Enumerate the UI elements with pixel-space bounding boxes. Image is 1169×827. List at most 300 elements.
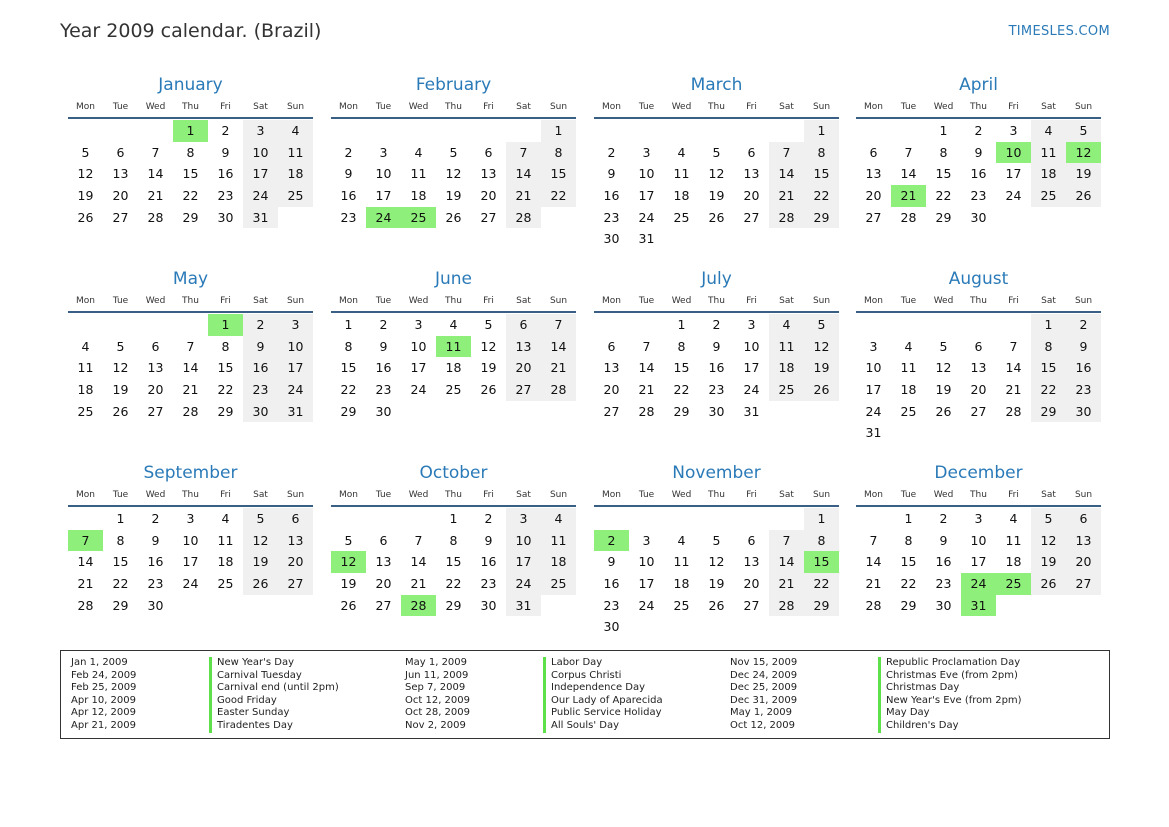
weekday-label: Tue <box>112 296 129 306</box>
day-cell: 23 <box>243 379 278 401</box>
weekday-label: Sun <box>812 296 831 306</box>
day-cell: 18 <box>673 188 690 204</box>
day-cell: 12 <box>708 554 725 570</box>
day-cell: 9 <box>484 532 493 548</box>
day-cell: 9 <box>379 338 388 354</box>
day-cell: 12 <box>480 338 497 354</box>
holiday-day-cell: 2 <box>594 530 629 552</box>
day-cell: 17 <box>278 357 313 379</box>
empty-cell <box>471 120 506 142</box>
holiday-names-column <box>878 657 1022 733</box>
day-cell: 20 <box>147 382 164 398</box>
day-cell: 23 <box>340 209 357 225</box>
day-cell: 12 <box>445 166 462 182</box>
holiday-name: New Year's Eve (from 2pm) <box>878 695 1022 708</box>
day-cell: 4 <box>677 532 686 548</box>
day-cell: 25 <box>673 209 690 225</box>
day-cell: 27 <box>865 209 882 225</box>
day-cell: 29 <box>804 207 839 229</box>
month-october <box>331 461 576 616</box>
day-cell: 15 <box>182 166 199 182</box>
holiday-name: Children's Day <box>878 720 1022 733</box>
day-cell: 19 <box>708 576 725 592</box>
day-cell: 8 <box>344 338 353 354</box>
day-cell: 28 <box>1005 403 1022 419</box>
day-cell: 3 <box>379 144 388 160</box>
day-cell: 3 <box>1009 123 1018 138</box>
day-cell: 31 <box>638 231 655 247</box>
day-cell: 17 <box>182 554 199 570</box>
holiday-date: Dec 24, 2009 <box>730 669 798 681</box>
day-cell: 2 <box>344 144 353 160</box>
day-cell: 26 <box>708 209 725 225</box>
empty-cell <box>401 508 436 530</box>
weekday-label: Fri <box>483 296 494 306</box>
weekday-label: Wed <box>145 296 166 306</box>
day-cell: 1 <box>449 511 458 526</box>
day-cell: 1 <box>677 317 686 332</box>
holiday-name: May Day <box>878 707 1022 720</box>
holiday-names-column <box>543 657 663 733</box>
holiday-day-cell: 15 <box>804 551 839 573</box>
day-cell: 31 <box>865 425 882 441</box>
day-cell: 22 <box>900 576 917 592</box>
day-cell: 2 <box>379 317 388 332</box>
month-name: December <box>934 463 1023 483</box>
empty-cell <box>68 120 103 142</box>
day-cell: 25 <box>278 185 313 207</box>
day-cell: 28 <box>506 207 541 229</box>
day-cell: 4 <box>221 511 230 526</box>
weekday-label: Sun <box>286 490 305 500</box>
empty-cell <box>68 314 103 336</box>
day-cell: 2 <box>151 511 160 526</box>
day-cell: 31 <box>278 401 313 423</box>
weekday-label: Sun <box>1074 296 1093 306</box>
day-cell: 27 <box>1066 573 1101 595</box>
month-july <box>594 267 839 422</box>
day-cell: 16 <box>708 360 725 376</box>
day-cell: 19 <box>340 576 357 592</box>
day-cell: 8 <box>221 338 230 354</box>
day-cell: 7 <box>642 338 651 354</box>
day-cell: 11 <box>769 336 804 358</box>
day-cell: 18 <box>278 163 313 185</box>
weekday-label: Tue <box>375 490 392 500</box>
holiday-day-cell: 24 <box>961 573 996 595</box>
day-cell: 30 <box>243 401 278 423</box>
day-cell: 13 <box>480 166 497 182</box>
day-cell: 4 <box>541 508 576 530</box>
weekday-header <box>331 485 576 507</box>
weekday-header <box>856 485 1101 507</box>
weekday-label: Thu <box>182 102 199 112</box>
weekday-label: Fri <box>746 296 757 306</box>
day-cell: 21 <box>182 382 199 398</box>
empty-cell <box>594 314 629 336</box>
day-cell: 22 <box>673 382 690 398</box>
weekday-label: Mon <box>864 102 883 112</box>
month-january <box>68 73 313 228</box>
month-name: March <box>690 75 743 95</box>
day-cell: 14 <box>1005 360 1022 376</box>
empty-cell <box>594 508 629 530</box>
day-cell: 5 <box>344 532 353 548</box>
month-name: January <box>158 75 223 95</box>
day-cell: 23 <box>935 576 952 592</box>
weekday-label: Thu <box>708 490 725 500</box>
day-grid <box>331 507 576 616</box>
day-cell: 19 <box>1031 551 1066 573</box>
weekday-header <box>856 291 1101 313</box>
day-cell: 3 <box>243 120 278 142</box>
month-november <box>594 461 839 638</box>
day-cell: 14 <box>410 554 427 570</box>
day-cell: 21 <box>410 576 427 592</box>
day-cell: 18 <box>77 382 94 398</box>
weekday-label: Tue <box>375 296 392 306</box>
weekday-label: Mon <box>602 102 621 112</box>
empty-cell <box>506 120 541 142</box>
day-cell: 18 <box>1005 554 1022 570</box>
weekday-label: Mon <box>339 102 358 112</box>
holiday-dates-column <box>730 657 797 733</box>
day-cell: 10 <box>743 338 760 354</box>
day-cell: 29 <box>1031 401 1066 423</box>
day-cell: 22 <box>804 185 839 207</box>
day-grid <box>331 313 576 422</box>
day-cell: 8 <box>804 530 839 552</box>
day-cell: 25 <box>77 403 94 419</box>
day-cell: 23 <box>603 597 620 613</box>
day-cell: 23 <box>375 382 392 398</box>
weekday-label: Thu <box>445 102 462 112</box>
weekday-label: Thu <box>445 490 462 500</box>
day-cell: 5 <box>804 314 839 336</box>
empty-cell <box>629 120 664 142</box>
day-cell: 19 <box>243 551 278 573</box>
weekday-label: Tue <box>375 102 392 112</box>
weekday-label: Sat <box>253 490 268 500</box>
empty-cell <box>173 314 208 336</box>
day-cell: 31 <box>243 207 278 229</box>
day-grid <box>331 119 576 228</box>
weekday-label: Fri <box>1008 102 1019 112</box>
month-august <box>856 267 1101 444</box>
day-cell: 22 <box>804 573 839 595</box>
month-may <box>68 267 313 422</box>
weekday-label: Sat <box>1041 102 1056 112</box>
day-cell: 17 <box>638 576 655 592</box>
day-cell: 28 <box>147 209 164 225</box>
empty-cell <box>331 120 366 142</box>
day-cell: 2 <box>1066 314 1101 336</box>
weekday-label: Fri <box>1008 296 1019 306</box>
weekday-label: Sat <box>1041 490 1056 500</box>
day-cell: 17 <box>970 554 987 570</box>
holiday-day-cell: 28 <box>401 595 436 617</box>
day-cell: 28 <box>769 595 804 617</box>
day-cell: 8 <box>186 144 195 160</box>
day-cell: 23 <box>480 576 497 592</box>
weekday-label: Sat <box>253 296 268 306</box>
day-cell: 6 <box>747 144 756 160</box>
day-cell: 10 <box>410 338 427 354</box>
day-cell: 19 <box>1066 163 1101 185</box>
weekday-label: Thu <box>182 296 199 306</box>
day-cell: 20 <box>743 188 760 204</box>
empty-cell <box>594 120 629 142</box>
holiday-name: Corpus Christi <box>543 670 663 683</box>
weekday-label: Tue <box>638 102 655 112</box>
empty-cell <box>68 508 103 530</box>
day-cell: 20 <box>375 576 392 592</box>
holiday-name: Christmas Eve (from 2pm) <box>878 670 1022 683</box>
weekday-label: Mon <box>602 296 621 306</box>
empty-cell <box>856 508 891 530</box>
day-cell: 26 <box>1066 185 1101 207</box>
day-cell: 15 <box>900 554 917 570</box>
day-cell: 3 <box>747 317 756 332</box>
day-cell: 17 <box>410 360 427 376</box>
day-cell: 5 <box>1031 508 1066 530</box>
day-cell: 27 <box>112 209 129 225</box>
day-cell: 7 <box>186 338 195 354</box>
day-cell: 16 <box>243 357 278 379</box>
day-cell: 2 <box>939 511 948 526</box>
weekday-label: Tue <box>638 296 655 306</box>
day-cell: 10 <box>278 336 313 358</box>
day-cell: 2 <box>243 314 278 336</box>
month-name: June <box>434 269 473 289</box>
day-cell: 3 <box>414 317 423 332</box>
day-cell: 14 <box>541 336 576 358</box>
empty-cell <box>769 508 804 530</box>
day-cell: 18 <box>900 382 917 398</box>
day-cell: 10 <box>506 530 541 552</box>
weekday-label: Thu <box>445 296 462 306</box>
weekday-label: Sun <box>1074 490 1093 500</box>
day-cell: 29 <box>900 597 917 613</box>
weekday-label: Thu <box>970 102 987 112</box>
day-cell: 24 <box>638 209 655 225</box>
weekday-label: Wed <box>145 102 166 112</box>
day-cell: 5 <box>243 508 278 530</box>
day-cell: 11 <box>217 532 234 548</box>
day-cell: 20 <box>112 188 129 204</box>
holiday-name: Republic Proclamation Day <box>878 657 1022 670</box>
weekday-label: Sat <box>779 490 794 500</box>
holiday-date: Oct 28, 2009 <box>405 707 470 719</box>
day-cell: 11 <box>77 360 94 376</box>
day-cell: 12 <box>708 166 725 182</box>
month-name: September <box>143 463 238 483</box>
day-grid <box>856 119 1101 228</box>
empty-cell <box>103 120 138 142</box>
day-cell: 1 <box>344 317 353 332</box>
day-cell: 3 <box>642 532 651 548</box>
weekday-label: Sat <box>779 102 794 112</box>
day-cell: 28 <box>541 379 576 401</box>
holiday-date: Apr 10, 2009 <box>71 694 137 706</box>
empty-cell <box>856 120 891 142</box>
weekday-label: Wed <box>671 296 692 306</box>
empty-cell <box>366 508 401 530</box>
holiday-name: Carnival end (until 2pm) <box>209 682 339 695</box>
day-cell: 25 <box>217 576 234 592</box>
day-cell: 3 <box>974 511 983 526</box>
holiday-name: Easter Sunday <box>209 707 339 720</box>
day-cell: 1 <box>939 123 948 138</box>
day-cell: 29 <box>935 209 952 225</box>
day-cell: 16 <box>603 576 620 592</box>
day-cell: 4 <box>1031 120 1066 142</box>
day-cell: 30 <box>708 403 725 419</box>
month-name: April <box>959 75 998 95</box>
day-cell: 13 <box>278 530 313 552</box>
day-cell: 22 <box>541 185 576 207</box>
day-cell: 13 <box>506 336 541 358</box>
holiday-name: Public Service Holiday <box>543 707 663 720</box>
day-cell: 6 <box>506 314 541 336</box>
day-cell: 2 <box>607 144 616 160</box>
day-cell: 8 <box>541 142 576 164</box>
holiday-names-column <box>209 657 339 733</box>
day-cell: 18 <box>410 188 427 204</box>
weekday-label: Wed <box>933 490 954 500</box>
day-cell: 9 <box>607 166 616 182</box>
weekday-label: Sun <box>812 490 831 500</box>
day-cell: 5 <box>484 317 493 332</box>
day-cell: 2 <box>712 317 721 332</box>
day-cell: 22 <box>182 188 199 204</box>
empty-cell <box>664 120 699 142</box>
day-cell: 19 <box>935 382 952 398</box>
day-cell: 29 <box>217 403 234 419</box>
day-cell: 1 <box>116 511 125 526</box>
day-cell: 3 <box>186 511 195 526</box>
day-cell: 6 <box>278 508 313 530</box>
month-name: July <box>701 269 732 289</box>
day-cell: 4 <box>81 338 90 354</box>
day-cell: 18 <box>541 551 576 573</box>
weekday-label: Tue <box>112 102 129 112</box>
day-cell: 1 <box>804 120 839 142</box>
day-cell: 10 <box>375 166 392 182</box>
holiday-day-cell: 25 <box>401 207 436 229</box>
day-cell: 27 <box>970 403 987 419</box>
day-cell: 10 <box>865 360 882 376</box>
day-cell: 13 <box>743 554 760 570</box>
day-cell: 19 <box>445 188 462 204</box>
day-cell: 15 <box>935 166 952 182</box>
weekday-label: Sun <box>549 296 568 306</box>
day-cell: 6 <box>1066 508 1101 530</box>
day-cell: 20 <box>865 188 882 204</box>
holiday-date: May 1, 2009 <box>730 707 793 719</box>
day-cell: 24 <box>865 403 882 419</box>
day-cell: 15 <box>1031 357 1066 379</box>
weekday-label: Sat <box>779 296 794 306</box>
day-cell: 27 <box>375 597 392 613</box>
empty-cell <box>664 508 699 530</box>
day-cell: 11 <box>1005 532 1022 548</box>
day-cell: 19 <box>112 382 129 398</box>
day-cell: 21 <box>769 573 804 595</box>
holiday-day-cell: 7 <box>68 530 103 552</box>
day-cell: 27 <box>147 403 164 419</box>
day-cell: 27 <box>278 573 313 595</box>
day-grid <box>68 313 313 422</box>
weekday-label: Tue <box>638 490 655 500</box>
day-cell: 2 <box>484 511 493 526</box>
holiday-name: New Year's Day <box>209 657 339 670</box>
day-cell: 8 <box>939 144 948 160</box>
day-cell: 24 <box>410 382 427 398</box>
weekday-label: Thu <box>708 296 725 306</box>
page-title: Year 2009 calendar. (Brazil) <box>60 20 322 42</box>
day-cell: 4 <box>769 314 804 336</box>
day-cell: 25 <box>673 597 690 613</box>
day-grid <box>594 119 839 250</box>
day-cell: 8 <box>449 532 458 548</box>
day-cell: 18 <box>673 576 690 592</box>
day-cell: 11 <box>1031 142 1066 164</box>
holiday-date: May 1, 2009 <box>405 657 468 668</box>
day-cell: 25 <box>445 382 462 398</box>
day-grid <box>856 313 1101 444</box>
day-cell: 24 <box>743 382 760 398</box>
day-cell: 10 <box>638 166 655 182</box>
day-cell: 28 <box>77 597 94 613</box>
day-cell: 11 <box>673 166 690 182</box>
day-cell: 30 <box>1066 401 1101 423</box>
day-cell: 6 <box>151 338 160 354</box>
site-link[interactable]: TIMESLES.COM <box>1008 24 1110 39</box>
weekday-label: Tue <box>112 490 129 500</box>
day-cell: 22 <box>340 382 357 398</box>
weekday-label: Sun <box>549 490 568 500</box>
day-cell: 30 <box>217 209 234 225</box>
weekday-label: Wed <box>408 296 429 306</box>
holiday-day-cell: 1 <box>208 314 243 336</box>
day-cell: 7 <box>869 532 878 548</box>
day-cell: 25 <box>541 573 576 595</box>
day-cell: 13 <box>603 360 620 376</box>
day-cell: 5 <box>116 338 125 354</box>
day-cell: 18 <box>445 360 462 376</box>
weekday-label: Mon <box>339 490 358 500</box>
holiday-day-cell: 11 <box>436 336 471 358</box>
day-cell: 16 <box>217 166 234 182</box>
holiday-date: Oct 12, 2009 <box>730 719 795 731</box>
empty-cell <box>926 314 961 336</box>
day-cell: 4 <box>904 338 913 354</box>
day-cell: 17 <box>865 382 882 398</box>
day-cell: 15 <box>340 360 357 376</box>
day-cell: 5 <box>449 144 458 160</box>
day-cell: 12 <box>243 530 278 552</box>
holiday-name: Tiradentes Day <box>209 720 339 733</box>
day-cell: 22 <box>217 382 234 398</box>
day-cell: 29 <box>340 403 357 419</box>
day-cell: 27 <box>603 403 620 419</box>
day-cell: 11 <box>410 166 427 182</box>
day-cell: 4 <box>414 144 423 160</box>
weekday-label: Fri <box>220 102 231 112</box>
weekday-label: Thu <box>970 490 987 500</box>
weekday-label: Wed <box>671 490 692 500</box>
